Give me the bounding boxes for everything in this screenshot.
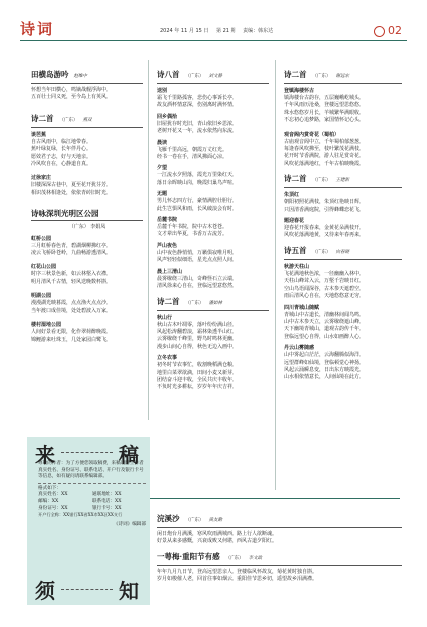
poem-line: 时序三秋景色新，如云林壑入衣襟。 [31,271,112,278]
poem-line: 不负时光多耕耘，岁岁年年庆吉祥。 [157,384,238,391]
poem-line: 自古风雨中，临江地带春。 [31,138,92,145]
poem-line: 霜飞千里路孤客，悲伤心事诉长亭。 [157,95,238,101]
poem-title: 诗咏深圳光明区公园 [31,209,99,219]
notice-char: 知 [119,579,139,603]
poem-subtitle: 题迎春花 [284,218,305,225]
poem-line: 花开时节香满院，游人驻足赏奇花。 [284,153,365,160]
poem-line: 冷风吹自在，心静道自真。 [31,161,92,168]
title-underline [157,565,402,566]
poem-line: 登临远望心自得，山水如画醉人心。 [284,333,365,340]
poem-line: 飞雁千里高远，朝霞万丈红光。 [157,146,228,153]
poem-title: 浣溪沙 （广东） 黄友勤 [157,514,222,523]
poem-line: 漫步山间心自得，秋色无边入画中。 [157,343,238,350]
poem-line: 风吹花落满地黄，又待来年春再来。 [284,232,365,239]
poem-line: 云雾缭绕千峰里，野鸟时鸣林更幽。 [157,336,238,343]
title-underline [284,187,402,188]
poem-line: 落日余晖映山岗，晚霞归巢鸟声喧。 [157,179,238,186]
poem-line: 人间好景看无限，化作翠荷醉晚霞。 [31,329,112,336]
poem-title: 诗八首 （广东） 刘文静 [157,70,222,79]
column-right [284,70,402,382]
poem-line: 五百壮士同义死，至今岛上有英风。 [31,94,112,101]
poem-line: 相识茂林相逢处，依依青砖旧时光。 [31,189,112,196]
notice-char: 来 [35,443,55,467]
poem-subtitle: 芦山夜色 [157,242,178,249]
submission-notice-box [27,437,150,605]
poem-subtitle: 过徐家庄 [31,175,52,182]
poem-subtitle: 红花山公园 [31,264,57,271]
poem-line: 锦鲤游来吐珠玉，几处家园白鹭飞。 [31,336,112,343]
poem-line: 旧屋犹存时光旧，青山依旧乡思浓。 [157,120,238,127]
poem-line: 山中夜色静悄悄，万籁俱寂唯月明。 [157,249,238,256]
column-divider [148,60,149,420]
poem-line: 古庙观音阁中立，千年蜀柏郁葱葱。 [284,138,365,145]
poem-byline: （广东） 李娟凤 [68,224,106,231]
poem-line: 三月虹桥春色青，碧湖烟柳拂红亭。 [31,242,112,249]
poem-line: 风吹花落满地红，千年古柏映晚霞。 [284,160,365,167]
poem-subtitle: 夕望 [157,165,168,172]
poem-line: 风声轻轻似细语，星光点点照人间。 [157,257,238,264]
poem-subtitle: 谈芭蕉 [31,131,47,138]
poem-line: 千年风雨历沧桑，登楼远望思悠悠。 [284,102,365,109]
title-underline [157,527,402,528]
title-underline [284,259,402,260]
poem-line: 迎春花开报春来，金黄花朵满枝开。 [284,225,365,232]
poem-line: 旧楼深深古巷中，夏至花开犹芬芳。 [31,182,112,189]
poem-line: 闲日炮台月满溪，寒风吹雨满城西。路上行人欲断魂。 [157,531,278,537]
notice-bank: 开户行全称：XX银行XX省XX市XX区XX支行 [38,512,123,518]
poem-line: 蕉叶绿复绿，长年伴丹心。 [31,146,92,153]
poem-title: 诗二首 （广东） 潘如林 [157,296,222,306]
poem-line: 好景从来多感慨，兴衰成败又何堪，西风古道夕阳红。 [157,538,278,545]
poem-line: 团结奋斗迎丰收，全民共庆丰收年。 [157,376,238,383]
poem-line: 怀想当年田横心，鸣镝战舰浮海中。 [31,87,112,93]
poem-subtitle: 立冬农事 [157,355,178,362]
poem-line: 每逢春风吹拂至，枝叶繁茂花满枝。 [284,146,365,153]
title-underline [284,83,402,84]
poem-line: 地里白菜翠欲滴，田间小麦又新芽。 [157,369,238,376]
poem-subtitle: 四川青城山随赋 [284,304,320,311]
poem-subtitle: 岳麓书院 [157,217,178,224]
poem-subtitle: 登镇海楼怀古 [284,88,315,94]
poem-line: 年年九月九日节，登高远望思亲人。登楼临风怀故友，菊花黄时独自斟。 [157,568,318,575]
poem-title: 诗二首 （广东） 谢远宏 [284,70,349,79]
poem-line: 愿效君子志，好与天地亲。 [31,153,92,160]
notice-row: 真实姓名：XX 通联地址：XX [38,492,122,498]
header-divider [20,40,407,41]
notice-dash [61,452,113,453]
poem-subtitle: 丹云山雾随感 [284,345,315,352]
poem-line: 镇海楼台古韵存，五层巍峨屹城头。 [284,95,365,101]
poem-line: 清风徐来心自在，登临远望意悠然。 [157,283,238,290]
column-left [31,70,143,344]
poem-line: 朝阳初照花满枝，朱顶红艳映日辉。 [284,199,365,206]
poem-line: 风起松涛翻碧浪，霜林染透半山红。 [157,328,238,335]
title-underline [31,220,143,221]
notice-paragraph: 尊敬的作者：为了方便您领取稿费，来稿请附上作者真实姓名、身份证号、联系电话、开户行及银行卡号等信息，如有疑问请联系编辑部。 [38,461,144,480]
page-circle-icon [374,26,385,37]
poem-line: 雨后清风心自在，天地悠悠意无穷。 [284,293,365,300]
poem-line: 晨雾缭绕三清山，奇峰怪石立云端。 [157,275,238,282]
issue-date: 2024 年 11 月 15 日 [160,28,209,34]
poem-line: 天下幽境青城山，道观古韵传千年。 [284,326,365,333]
poem-line: 风起云涌瞬息变，日出东方映霞光。 [284,366,365,373]
poem-line: 山中雾起白茫茫，云海翻腾似海洋。 [284,352,365,359]
notice-signature: 《诗词》编辑部 [113,521,146,527]
poem-subtitle: 秋游天柱山 [284,263,310,270]
poem-title: 田横岛游吟 赵维中 [31,70,87,79]
poem-line: 经书一卷在手，清风拂面心凉。 [157,154,228,161]
poem-line: 远望群峰如仙境，登临顿觉心神扬。 [284,359,365,366]
poem-title: 诗五首 （广东） 向春晓 [284,245,349,255]
notice-row: 身份证号：XX 银行卡号：XX [38,505,122,511]
poem-line: 岁月如梭催人老，回首往事如烟云。重阳佳节思乡切，遥望故乡泪满襟。 [157,576,318,583]
issue-number: 第 21 期 [216,28,236,34]
poem-line: 明月清风千古情，轻风送晚数杯斟。 [31,278,112,285]
issue-meta [160,27,279,34]
poem-subtitle: 明湖公园 [31,293,52,300]
poem-line: 珠水悠悠岁月长，羊城繁华满眼收。 [284,109,365,116]
poem-line: 飞花满地秋色浓，一径幽幽入林中。 [284,270,365,277]
poem-subtitle: 晨上三清山 [157,268,183,275]
title-underline [157,83,269,84]
poem-title: 诗二首 （广东） 燕双 [31,113,92,123]
title-underline [31,127,143,128]
title-underline [157,310,269,311]
poem-line: 男儿怀志四方行，豪情满腔壮胆行。 [157,198,238,205]
poem-line: 漫漫湖光映暮霞，点点渔火点点沙。 [31,300,112,307]
notice-format-label: 格式如下： [38,485,61,491]
poem-subtitle: 晨读 [157,139,168,146]
bottom-section [157,514,402,584]
title-underline [31,83,143,84]
poem-line: 天柱山峰耸入云，万壑千岩映日红。 [284,278,365,285]
poem-subtitle: 送别 [157,88,168,94]
poem-line: 老树开花又一年，流水依然向东流。 [157,128,238,135]
poem-line: 此生岂惧风和雨，长风破浪会有时。 [157,205,238,212]
poem-line: 凌云飞桥卧苍岭，九曲畅游透清风。 [31,250,112,257]
poem-title: 诗二首 （广东） 王建新 [284,174,349,184]
column-divider [275,60,276,490]
column-middle [157,70,269,392]
poem-line: 故友酒杯情意深，伤别离时满怀情。 [157,102,238,109]
poem-subtitle: 楼村湿地公园 [31,322,62,329]
notice-body [38,461,146,528]
poem-line: 青城山中古道长，清幽林间闻鸟鸣。 [284,311,365,318]
notice-char: 稿 [119,443,139,467]
section-divider [150,498,400,499]
poem-subtitle: 观音阁内赏奇花（蜀柏） [284,131,340,138]
poem-subtitle: 无题 [157,191,168,198]
poem-line: 山水相依情意长，人间仙境在此方。 [284,374,365,381]
editor-name: 责编：韩东达 [243,28,274,34]
poem-line: 不忘初心追梦路，家国情怀记心头。 [284,117,365,124]
poem-line: 只因清香满庭院，引得蜂蝶恋花飞。 [284,206,365,213]
poem-subtitle: 秋山行 [157,314,173,321]
notice-row: 邮编：XX 联系电话：XX [38,498,122,504]
poem-title: 一萼梅·重阳节有感 （广东） 李文政 [157,551,263,561]
poem-line: 初冬时节农事忙，收割晚稻满仓粮。 [157,362,238,369]
poem-line: 空山鸟语闻深谷，古木参天遮碧空。 [284,285,365,292]
poem-line: 山中古木参天立，云雾缭绕遮山峰。 [284,318,365,325]
poem-subtitle: 回乡偶拾 [157,113,178,120]
poem-line: 秋山古木叶凋零，落叶纷纷满山径。 [157,321,238,328]
poem-subtitle: 朱顶红 [284,192,300,199]
poem-line: 当年渡口成佳境，处处碧波入万家。 [31,307,112,314]
notice-dash [61,589,113,590]
poem-line: 一江流水夕照落，霞光万里染红天。 [157,172,238,179]
page-number: 02 [388,24,402,37]
paper-logo: 诗词 [20,20,55,38]
poem-line: 文才辈出华夏，书香万古流芳。 [157,231,228,238]
notice-char: 须 [35,579,55,603]
poem-subtitle: 虹桥公园 [31,235,52,242]
poem-line: 岳麓千年书院，院中古木苍苍。 [157,224,228,231]
